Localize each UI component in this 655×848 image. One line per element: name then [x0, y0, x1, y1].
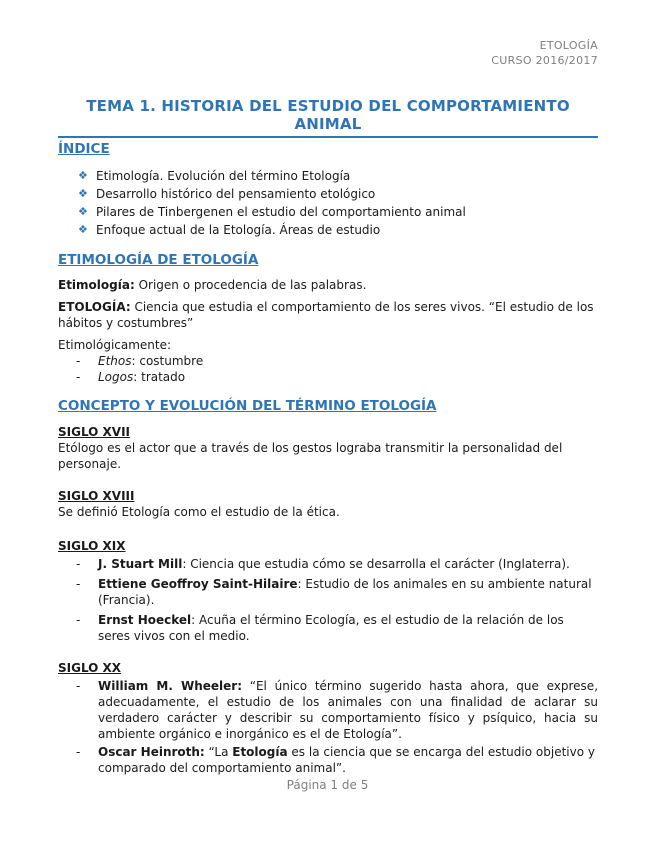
diamond-bullet-icon: ❖ — [78, 223, 88, 236]
siglo-xx-list — [58, 678, 598, 776]
list-item: - Ethos: costumbre — [76, 354, 204, 368]
diamond-bullet-icon: ❖ — [78, 205, 88, 218]
list-item: - Ettiene Geoffroy Saint-Hilaire: Estudio de los animales en su ambiente natural (Francia). — [76, 577, 592, 607]
list-item: - William M. Wheeler: “El único término sugerido hasta ahora, que exprese, adecuadamente, el estudio de los animales con una finalidad de aclarar su verdadero carácter y describir su comportamiento físico y psíquico, hacia su ambiente orgánico e inorgánico es el de Etología”. — [76, 679, 599, 741]
siglo-xvii-text: Etólogo es el actor que a través de los gestos lograba transmitir la personalidad del personaje. — [58, 441, 563, 471]
etologia-definition: ETOLOGÍA: Ciencia que estudia el comportamiento de los seres vivos. “El estudio de los hábitos y costumbres” — [58, 300, 594, 330]
siglo-xvii-label: SIGLO XVII — [58, 425, 131, 439]
diamond-bullet-icon: ❖ — [78, 187, 88, 200]
index-item: ❖ Enfoque actual de la Etología. Áreas de estudio — [78, 223, 381, 237]
list-item: - J. Stuart Mill: Ciencia que estudia cómo se desarrolla el carácter (Inglaterra). — [76, 557, 570, 571]
list-item: - Logos: tratado — [76, 370, 186, 384]
page-header — [491, 38, 598, 68]
etimologia-heading: ETIMOLOGÍA DE ETOLOGÍA — [58, 252, 259, 268]
list-item: - Oscar Heinroth: “La Etología es la ciencia que se encarga del estudio objetivo y comparado del comportamiento animal”. — [76, 745, 595, 775]
siglo-xviii-text: Se definió Etología como el estudio de la ética. — [58, 505, 340, 519]
etym-list — [58, 353, 598, 385]
index-list — [58, 167, 598, 239]
concepto-heading: CONCEPTO Y EVOLUCIÓN DEL TÉRMINO ETOLOGÍA — [58, 398, 437, 414]
siglo-xix-label: SIGLO XIX — [58, 539, 126, 553]
document-body — [58, 141, 598, 776]
index-item: ❖ Pilares de Tinbergenen el estudio del comportamiento animal — [78, 205, 466, 219]
etimologicamente-label: Etimológicamente: — [58, 338, 172, 352]
siglo-xx-label: SIGLO XX — [58, 661, 122, 675]
header-course: CURSO 2016/2017 — [491, 54, 598, 67]
diamond-bullet-icon: ❖ — [78, 169, 88, 182]
index-heading: ÍNDICE — [58, 141, 110, 157]
siglo-xviii-label: SIGLO XVIII — [58, 489, 135, 503]
index-item: ❖ Desarrollo histórico del pensamiento etológico — [78, 187, 376, 201]
index-item: ❖ Etimología. Evolución del término Etología — [78, 169, 351, 183]
document-title: TEMA 1. HISTORIA DEL ESTUDIO DEL COMPORTAMIENTO ANIMAL — [58, 97, 598, 138]
siglo-xix-list — [58, 556, 598, 644]
page-number-footer: Página 1 de 5 — [286, 778, 369, 792]
header-subject: ETOLOGÍA — [539, 39, 598, 52]
etimologia-definition: Etimología: Origen o procedencia de las palabras. — [58, 278, 367, 292]
list-item: - Ernst Hoeckel: Acuña el término Ecología, es el estudio de la relación de los seres vivos con el medio. — [76, 613, 564, 643]
